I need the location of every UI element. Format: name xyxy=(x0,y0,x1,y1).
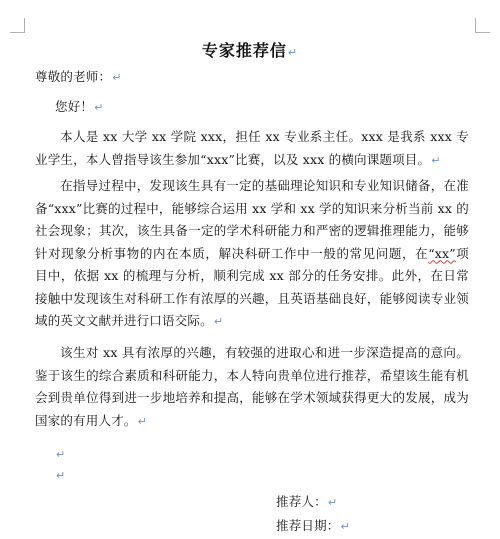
empty-paragraph[interactable] xyxy=(55,443,489,467)
salutation-line[interactable] xyxy=(35,66,469,90)
greeting-line[interactable] xyxy=(55,96,489,120)
recommender-label: 推荐人： xyxy=(276,494,327,509)
body-paragraph-2[interactable] xyxy=(35,175,469,334)
paragraph-mark-icon: ↵ xyxy=(112,71,122,84)
paragraph-mark-icon: ↵ xyxy=(56,448,66,461)
paragraph-mark-icon: ↵ xyxy=(137,414,148,428)
greeting-text: 您好！ xyxy=(55,99,94,114)
paragraph-3-text: 该生对 xx 具有浓厚的兴趣，有较强的进取心和进一步深造提高的意向。鉴于该生的综合素质和科研能力，本人特向贵单位进行推荐，希望该生能有机会到贵单位得到进一步地培养和提高，能够在学术领域获得更大的发展，成为国家的有用人才。 xyxy=(35,345,469,428)
paragraph-mark-icon: ↵ xyxy=(94,101,104,114)
paragraph-2-text-end: 项目中，依据 xx 的梳理与分析，顺利完成 xx 部分的任务安排。此外，在日常接触中发现该生对科研工作有浓厚的兴趣，且英语基础良好，能够阅读专业领域的英文文献并进行口语交际。 xyxy=(35,245,469,328)
paragraph-mark-icon: ↵ xyxy=(340,520,350,533)
paragraph-mark-icon: ↵ xyxy=(213,315,224,328)
paragraph-2-text-start: 在指导过程中，发现该生具有一定的基础理论知识和专业知识储备，在准备“xxx”比赛的过程中，能够综合运用 xx 学和 xx 学的知识来分析当前 xx 的社会现象；其次，该生具备一定的学术科研能力和严密的逻辑推理能力，能够针对现象分析事物的内在本质，解决科研工作中一般的常见问题，在 xyxy=(35,178,469,261)
paragraph-mark-icon: ↵ xyxy=(287,46,299,59)
paragraph-mark-icon: ↵ xyxy=(56,469,66,482)
paragraph-mark-icon: ↵ xyxy=(327,496,338,509)
margin-corner-mark-top-right xyxy=(475,18,490,33)
body-paragraph-3[interactable] xyxy=(35,342,469,433)
recommender-line[interactable] xyxy=(276,491,466,515)
empty-paragraph[interactable] xyxy=(55,464,489,488)
recommendation-date-line[interactable] xyxy=(276,515,466,539)
date-label: 推荐日期： xyxy=(276,518,340,533)
document-title[interactable] xyxy=(0,42,500,62)
salutation-text: 尊敬的老师： xyxy=(35,69,112,84)
margin-corner-mark-top-left xyxy=(10,18,25,33)
spelling-error-underline[interactable]: “xx” xyxy=(428,245,456,261)
paragraph-1-text: 本人是 xx 大学 xx 学院 xxx，担任 xx 专业系主任。xxx 是我系 xxx 专业学生，本人曾指导该生参加“xxx”比赛，以及 xxx 的横向课题项目。 xyxy=(35,129,469,167)
body-paragraph-1[interactable] xyxy=(35,126,469,172)
paragraph-mark-icon: ↵ xyxy=(431,153,441,167)
title-text: 专家推荐信 xyxy=(201,41,287,60)
